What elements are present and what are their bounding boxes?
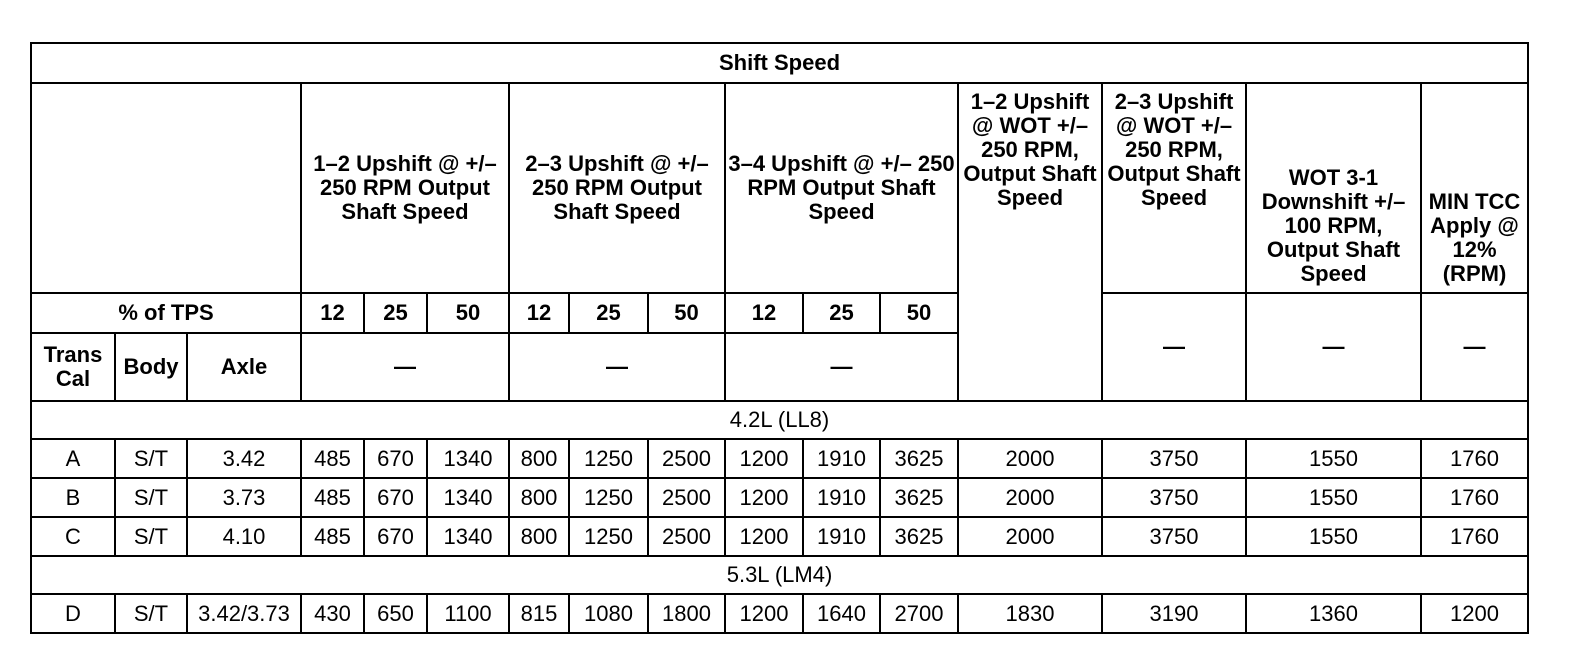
table-cell: 3190 <box>1102 594 1246 633</box>
tps-value: 12 <box>725 293 803 333</box>
dash-cell: — <box>1102 293 1246 401</box>
table-cell: 1100 <box>427 594 509 633</box>
table-cell: 430 <box>301 594 364 633</box>
table-cell: 1550 <box>1246 517 1421 556</box>
tps-value: 12 <box>509 293 569 333</box>
table-cell: S/T <box>115 594 187 633</box>
tps-value: 25 <box>364 293 427 333</box>
table-cell: 1910 <box>803 478 880 517</box>
table-cell: 1340 <box>427 478 509 517</box>
table-cell: 670 <box>364 439 427 478</box>
table-cell: 1080 <box>569 594 648 633</box>
table-cell: 1640 <box>803 594 880 633</box>
table-cell: 2000 <box>958 439 1102 478</box>
header-blank-cell <box>31 83 301 293</box>
dash-cell: — <box>301 333 509 401</box>
table-cell: 1800 <box>648 594 725 633</box>
table-cell: S/T <box>115 478 187 517</box>
table-cell: 3625 <box>880 478 958 517</box>
dash-cell: — <box>509 333 725 401</box>
table-cell: 1760 <box>1421 478 1528 517</box>
table-cell: S/T <box>115 439 187 478</box>
tps-value: 50 <box>427 293 509 333</box>
header-upshift-3-4: 3–4 Upshift @ +/– 250 RPM Output Shaft Speed <box>725 83 958 293</box>
header-wot-upshift-2-3: 2–3 Upshift @ WOT +/– 250 RPM, Output Shaft Speed <box>1102 83 1246 293</box>
col-label-body: Body <box>115 333 187 401</box>
table-cell: 1550 <box>1246 439 1421 478</box>
table-cell: 1250 <box>569 478 648 517</box>
table-cell: 485 <box>301 517 364 556</box>
table-cell: 2000 <box>958 517 1102 556</box>
group-row <box>31 556 1528 594</box>
table-cell: 670 <box>364 517 427 556</box>
table-row <box>31 517 1528 556</box>
table-cell: A <box>31 439 115 478</box>
group-label: 5.3L (LM4) <box>31 556 1528 594</box>
shift-speed-table <box>30 42 1529 634</box>
table-cell: 485 <box>301 478 364 517</box>
table-cell: 1200 <box>725 594 803 633</box>
tps-label: % of TPS <box>31 293 301 333</box>
col-label-axle: Axle <box>187 333 301 401</box>
table-cell: 3625 <box>880 439 958 478</box>
table-cell: B <box>31 478 115 517</box>
dash-cell: — <box>725 333 958 401</box>
header-min-tcc: MIN TCC Apply @ 12% (RPM) <box>1421 83 1528 293</box>
tps-value: 25 <box>569 293 648 333</box>
table-cell: 1200 <box>725 478 803 517</box>
group-label: 4.2L (LL8) <box>31 401 1528 439</box>
table-cell: 650 <box>364 594 427 633</box>
table-cell: 1340 <box>427 517 509 556</box>
table-cell: 2700 <box>880 594 958 633</box>
tps-value: 50 <box>880 293 958 333</box>
table-cell: 3.73 <box>187 478 301 517</box>
table-cell: 2500 <box>648 478 725 517</box>
table-cell: 800 <box>509 439 569 478</box>
header-upshift-2-3: 2–3 Upshift @ +/–250 RPM Output Shaft Speed <box>509 83 725 293</box>
table-cell: 1910 <box>803 517 880 556</box>
table-cell: 800 <box>509 517 569 556</box>
dash-cell: — <box>1246 293 1421 401</box>
table-cell: 1760 <box>1421 517 1528 556</box>
group-row <box>31 401 1528 439</box>
table-cell: 3625 <box>880 517 958 556</box>
tps-value: 25 <box>803 293 880 333</box>
table-cell: 1250 <box>569 439 648 478</box>
header-upshift-1-2: 1–2 Upshift @ +/– 250 RPM Output Shaft Speed <box>301 83 509 293</box>
table-cell: 1830 <box>958 594 1102 633</box>
table-cell: 1200 <box>725 439 803 478</box>
table-cell: 3750 <box>1102 478 1246 517</box>
table-cell: 3.42/3.73 <box>187 594 301 633</box>
table-row <box>31 478 1528 517</box>
table-cell: C <box>31 517 115 556</box>
tps-value: 50 <box>648 293 725 333</box>
table-row <box>31 594 1528 633</box>
col-label-trans-cal: Trans Cal <box>31 333 115 401</box>
table-cell: 1200 <box>1421 594 1528 633</box>
table-title: Shift Speed <box>31 43 1528 83</box>
table-cell: 1250 <box>569 517 648 556</box>
table-cell: 4.10 <box>187 517 301 556</box>
table-cell: S/T <box>115 517 187 556</box>
table-cell: 1550 <box>1246 478 1421 517</box>
table-cell: 800 <box>509 478 569 517</box>
table-cell: 1910 <box>803 439 880 478</box>
table-cell: 2500 <box>648 517 725 556</box>
table-cell: 2000 <box>958 478 1102 517</box>
table-row <box>31 439 1528 478</box>
table-cell: 1760 <box>1421 439 1528 478</box>
header-wot-upshift-1-2: 1–2 Upshift @ WOT +/– 250 RPM, Output Shaft Speed <box>958 83 1102 401</box>
header-wot-downshift-3-1: WOT 3-1 Downshift +/– 100 RPM, Output Shaft Speed <box>1246 83 1421 293</box>
table-cell: 1200 <box>725 517 803 556</box>
tps-value: 12 <box>301 293 364 333</box>
table-cell: 670 <box>364 478 427 517</box>
table-cell: 1340 <box>427 439 509 478</box>
table-cell: 485 <box>301 439 364 478</box>
table-cell: 1360 <box>1246 594 1421 633</box>
table-cell: 815 <box>509 594 569 633</box>
table-cell: 3750 <box>1102 439 1246 478</box>
table-cell: 2500 <box>648 439 725 478</box>
table-cell: 3750 <box>1102 517 1246 556</box>
dash-cell: — <box>1421 293 1528 401</box>
table-cell: 3.42 <box>187 439 301 478</box>
table-cell: D <box>31 594 115 633</box>
